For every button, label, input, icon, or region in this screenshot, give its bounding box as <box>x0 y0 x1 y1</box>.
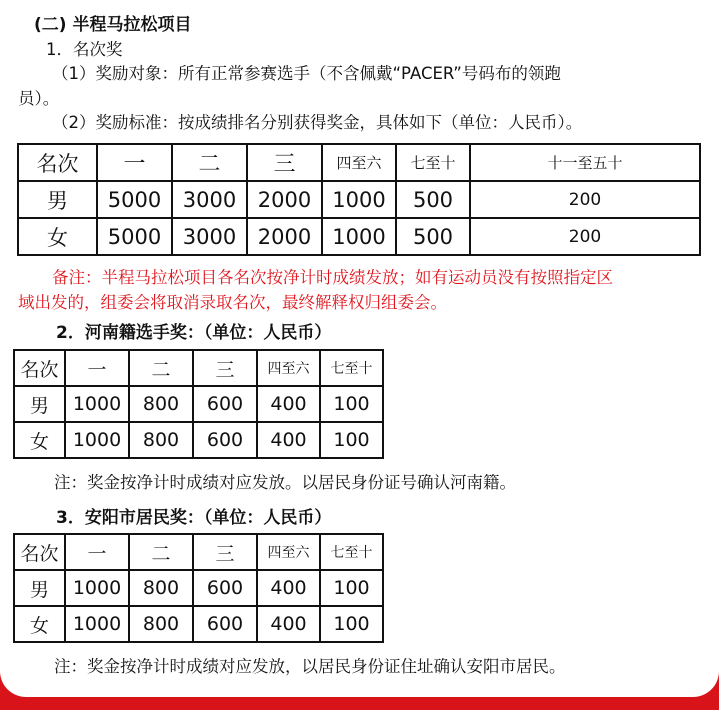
table-header-cell: 七至十 <box>320 350 383 386</box>
table-cell: 1000 <box>65 570 129 606</box>
table-cell: 400 <box>257 570 320 606</box>
table-header-cell: 名次 <box>14 350 65 386</box>
anyang-award-heading: 3．安阳市居民奖：（单位：人民币） <box>56 508 332 528</box>
table-cell: 400 <box>257 422 320 458</box>
award-target-line2: 员）。 <box>18 89 60 108</box>
half-marathon-prize-table <box>17 143 701 256</box>
table-header-cell: 名次 <box>18 144 97 181</box>
table-header-cell: 四至六 <box>322 144 396 181</box>
table-header-cell: 名次 <box>14 534 65 570</box>
table-row <box>14 606 383 642</box>
table-header-cell: 四至六 <box>257 350 320 386</box>
henan-award-heading: 2．河南籍选手奖：（单位：人民币） <box>56 323 332 343</box>
rank-award-title: 1．名次奖 <box>46 40 123 59</box>
table-header-cell: 二 <box>129 350 193 386</box>
table-cell: 1000 <box>322 218 396 255</box>
table-cell: 2000 <box>247 181 322 218</box>
award-target-line1: （1）奖励对象：所有正常参赛选手（不含佩戴“PACER”号码布的领跑 <box>52 64 561 83</box>
table-header-cell: 三 <box>247 144 322 181</box>
table-header-row <box>14 534 383 570</box>
table-cell: 800 <box>129 386 193 422</box>
table-header-cell: 二 <box>129 534 193 570</box>
table-cell: 400 <box>257 386 320 422</box>
table-cell: 1000 <box>65 606 129 642</box>
table-cell: 男 <box>14 386 65 422</box>
table-row <box>14 422 383 458</box>
table-cell: 200 <box>470 181 700 218</box>
table-cell: 800 <box>129 570 193 606</box>
table-header-cell: 四至六 <box>257 534 320 570</box>
table-header-cell: 三 <box>193 534 257 570</box>
table-cell: 女 <box>18 218 97 255</box>
table-cell: 200 <box>470 218 700 255</box>
table-cell: 5000 <box>97 181 172 218</box>
henan-note: 注：奖金按净计时成绩对应发放。以居民身份证号确认河南籍。 <box>54 473 516 492</box>
table-header-row <box>18 144 700 181</box>
table-cell: 500 <box>396 181 470 218</box>
table-cell: 600 <box>193 386 257 422</box>
table-row <box>14 386 383 422</box>
table-cell: 400 <box>257 606 320 642</box>
half-marathon-note-line1: 备注：半程马拉松项目各名次按净计时成绩发放；如有运动员没有按照指定区 <box>52 268 613 287</box>
table-cell: 女 <box>14 606 65 642</box>
award-standard-line: （2）奖励标准：按成绩排名分别获得奖金，具体如下（单位：人民币）。 <box>52 113 583 132</box>
table-cell: 1000 <box>322 181 396 218</box>
table-cell: 500 <box>396 218 470 255</box>
table-cell: 5000 <box>97 218 172 255</box>
table-cell: 100 <box>320 570 383 606</box>
table-cell: 女 <box>14 422 65 458</box>
table-cell: 600 <box>193 422 257 458</box>
table-header-cell: 七至十 <box>320 534 383 570</box>
henan-prize-table <box>13 349 384 459</box>
table-header-cell: 一 <box>97 144 172 181</box>
table-cell: 男 <box>14 570 65 606</box>
table-cell: 800 <box>129 606 193 642</box>
table-cell: 3000 <box>172 181 247 218</box>
table-cell: 800 <box>129 422 193 458</box>
anyang-prize-table <box>13 533 384 643</box>
table-cell: 1000 <box>65 386 129 422</box>
table-header-row <box>14 350 383 386</box>
table-header-cell: 七至十 <box>396 144 470 181</box>
table-row <box>18 218 700 255</box>
section-heading: (二) 半程马拉松项目 <box>34 15 192 35</box>
anyang-note: 注：奖金按净计时成绩对应发放，以居民身份证住址确认安阳市居民。 <box>54 657 566 676</box>
table-header-cell: 一 <box>65 350 129 386</box>
table-row <box>18 181 700 218</box>
table-header-cell: 一 <box>65 534 129 570</box>
table-row <box>14 570 383 606</box>
table-header-cell: 二 <box>172 144 247 181</box>
table-cell: 2000 <box>247 218 322 255</box>
table-header-cell: 十一至五十 <box>470 144 700 181</box>
half-marathon-note-line2: 域出发的，组委会将取消录取名次，最终解释权归组委会。 <box>18 293 447 312</box>
table-header-cell: 三 <box>193 350 257 386</box>
table-cell: 3000 <box>172 218 247 255</box>
table-cell: 600 <box>193 606 257 642</box>
table-cell: 1000 <box>65 422 129 458</box>
table-cell: 男 <box>18 181 97 218</box>
table-cell: 100 <box>320 606 383 642</box>
table-cell: 100 <box>320 422 383 458</box>
table-cell: 100 <box>320 386 383 422</box>
table-cell: 600 <box>193 570 257 606</box>
